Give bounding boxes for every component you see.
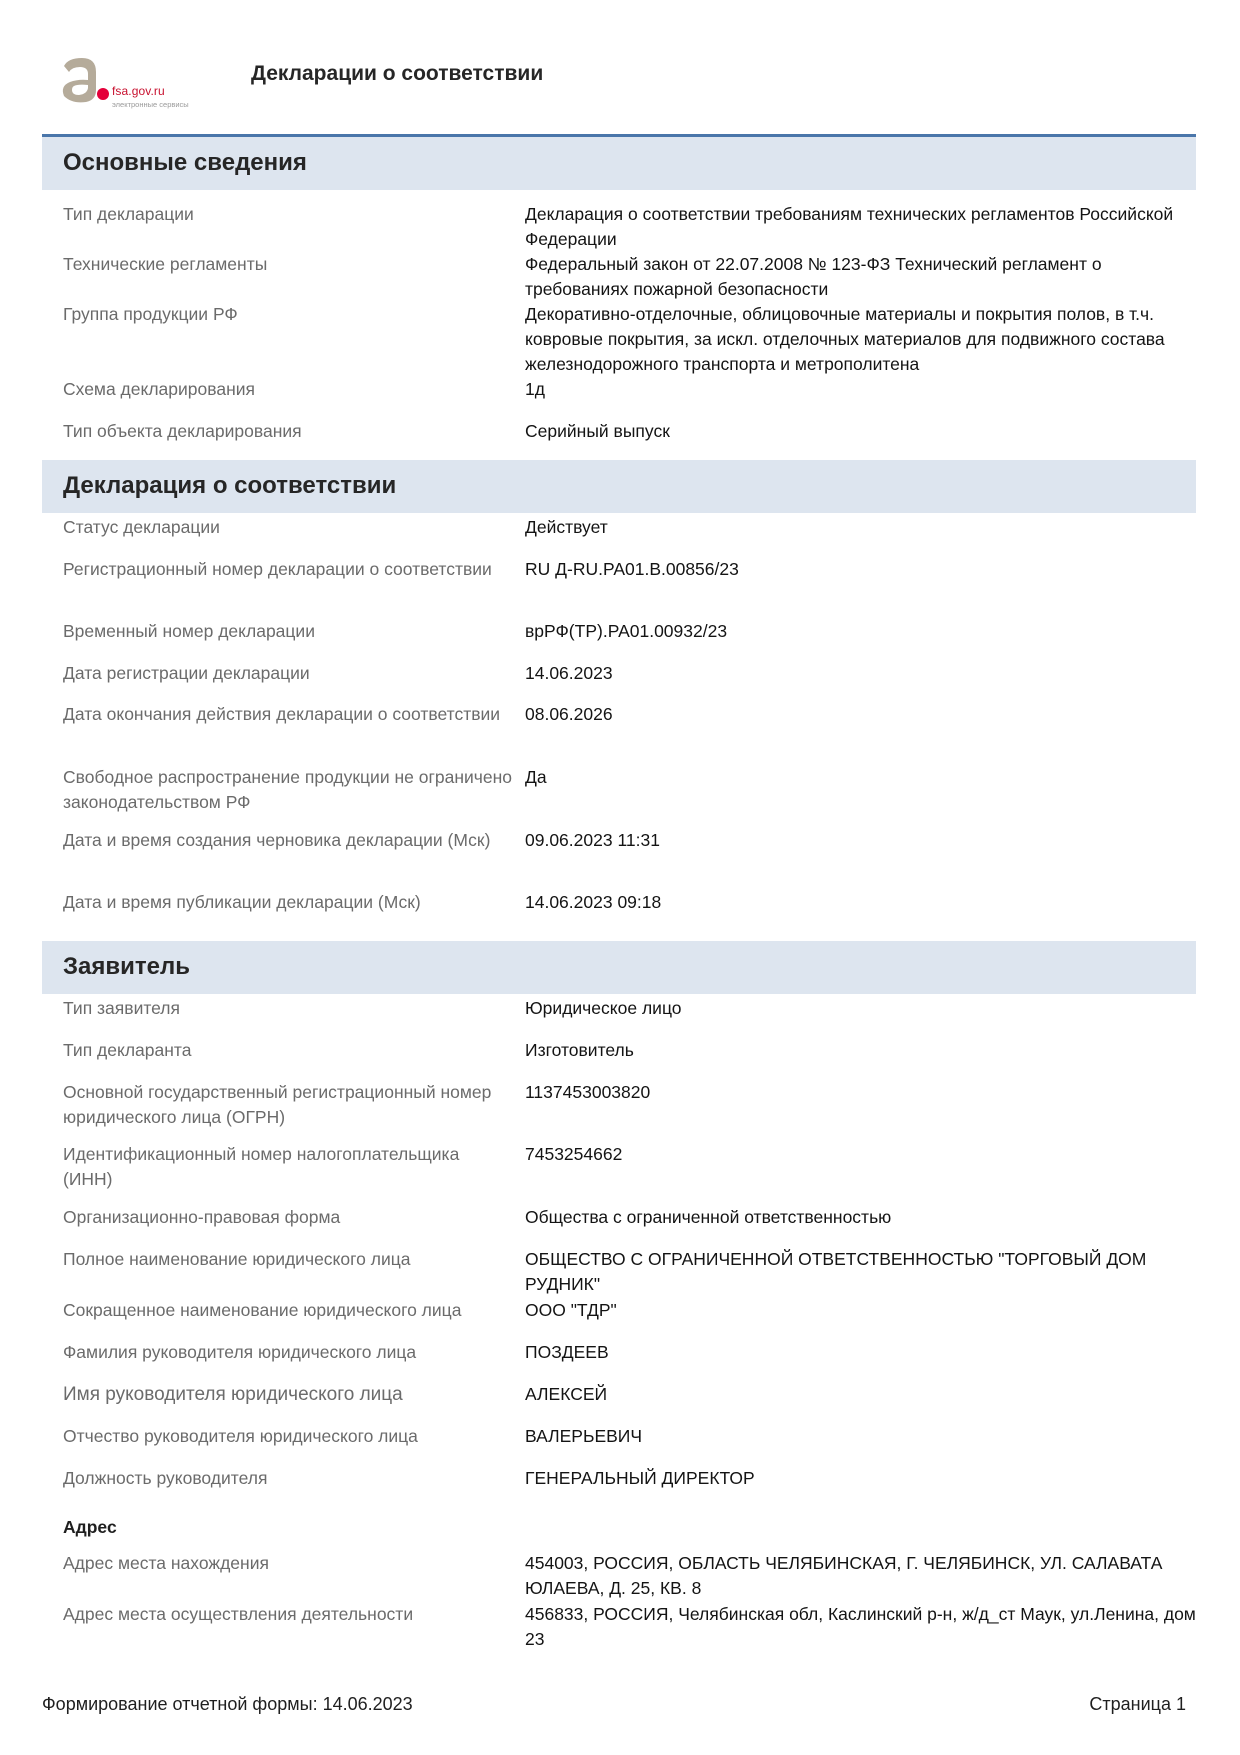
section-title: Заявитель	[63, 953, 190, 980]
short-name-value: ООО "ТДР"	[525, 1300, 617, 1320]
logo-subtitle: электронные сервисы	[112, 100, 189, 109]
status-value: Действует	[525, 517, 608, 537]
field-value: Да	[525, 767, 547, 787]
field-label: Полное наименование юридического лица	[63, 1249, 411, 1269]
field-label: Адрес места осуществления деятельности	[63, 1604, 414, 1624]
field-label: Организационно-правовая форма	[63, 1207, 341, 1227]
section-title: Декларация о соответствии	[63, 472, 397, 499]
field-label: Должность руководителя	[63, 1468, 268, 1488]
page-number: Страница 1	[1089, 1694, 1186, 1714]
inn-value: 7453254662	[525, 1144, 623, 1164]
field-label: Тип декларации	[63, 204, 194, 224]
section-title: Основные сведения	[63, 149, 307, 176]
field-label: Схема декларирования	[63, 379, 256, 399]
registration-date-value: 14.06.2023	[525, 663, 613, 683]
section-header-applicant	[42, 941, 1196, 994]
field-label: Дата и время публикации декларации (Мск)	[63, 892, 421, 912]
field-label: Тип заявителя	[63, 998, 180, 1018]
field-value: 1д	[525, 379, 545, 399]
field-label: Имя руководителя юридического лица	[63, 1384, 403, 1405]
registration-number-value: RU Д-RU.PA01.B.00856/23	[525, 559, 739, 579]
field-value: ПОЗДЕЕВ	[525, 1342, 609, 1362]
draft-datetime-value: 09.06.2023 11:31	[525, 830, 660, 850]
field-label: Фамилия руководителя юридического лица	[63, 1342, 417, 1362]
field-label: Временный номер декларации	[63, 621, 315, 641]
field-value: ВАЛЕРЬЕВИЧ	[525, 1426, 643, 1446]
field-label: Дата окончания действия декларации о соответствии	[63, 704, 501, 724]
expiry-date-value: 08.06.2026	[525, 704, 613, 724]
field-label: Сокращенное наименование юридического лица	[63, 1300, 462, 1320]
field-label: Регистрационный номер декларации о соответствии	[63, 559, 492, 579]
ogrn-value: 1137453003820	[525, 1082, 651, 1102]
field-label: Тип объекта декларирования	[63, 421, 302, 441]
full-name-value: ОБЩЕСТВО С ОГРАНИЧЕННОЙ ОТВЕТСТВЕННОСТЬЮ "ТОРГОВЫЙ ДОМ РУДНИК"	[525, 1249, 1147, 1294]
field-label: Свободное распространение продукции не ограничено законодательством РФ	[63, 767, 513, 812]
field-label: Тип декларанта	[63, 1040, 192, 1060]
field-label: Отчество руководителя юридического лица	[63, 1426, 418, 1446]
field-value: Декларация о соответствии требованиям технических регламентов Российской Федерации	[525, 204, 1174, 249]
address-subheading: Адрес	[63, 1517, 117, 1537]
field-label: Технические регламенты	[63, 254, 268, 274]
temporary-number-value: врРФ(ТР).PA01.00932/23	[525, 621, 728, 641]
activity-address-value: 456833, РОССИЯ, Челябинская обл, Каслинский р-н, ж/д_ст Маук, ул.Ленина, дом 23	[525, 1604, 1196, 1649]
fsa-a-logo-icon	[58, 56, 114, 108]
section-header-declaration	[42, 460, 1196, 513]
legal-address-value: 454003, РОССИЯ, ОБЛАСТЬ ЧЕЛЯБИНСКАЯ, Г. ЧЕЛЯБИНСК, УЛ. САЛАВАТА ЮЛАЕВА, Д. 25, КВ. 8	[525, 1553, 1163, 1598]
field-label: Дата и время создания черновика декларации (Мск)	[63, 830, 491, 850]
fsa-logo	[58, 56, 208, 112]
field-value: Изготовитель	[525, 1040, 634, 1060]
report-generated-date: Формирование отчетной формы: 14.06.2023	[42, 1694, 413, 1714]
page-title: Декларации о соответствии	[251, 62, 544, 85]
section-header-main-info	[42, 137, 1196, 190]
field-value: Декоративно-отделочные, облицовочные материалы и покрытия полов, в т.ч. ковровые покрытия, за искл. отделочных материалов для подвижного состава железнодорожного транспорта и метрополитена	[525, 304, 1165, 374]
field-label: Адрес места нахождения	[63, 1553, 269, 1573]
field-value: Общества с ограниченной ответственностью	[525, 1207, 892, 1227]
field-label: Идентификационный номер налогоплательщика (ИНН)	[63, 1144, 460, 1189]
field-label: Статус декларации	[63, 517, 220, 537]
field-value: Юридическое лицо	[525, 998, 682, 1018]
field-label: Основной государственный регистрационный номер юридического лица (ОГРН)	[63, 1082, 492, 1127]
field-value: Серийный выпуск	[525, 421, 670, 441]
field-value: АЛЕКСЕЙ	[525, 1384, 608, 1404]
publication-datetime-value: 14.06.2023 09:18	[525, 892, 662, 912]
logo-domain-text: fsa.gov.ru	[112, 84, 165, 98]
field-label: Группа продукции РФ	[63, 304, 238, 324]
field-value: Федеральный закон от 22.07.2008 № 123-ФЗ Технический регламент о требованиях пожарной безопасности	[525, 254, 1102, 299]
field-value: ГЕНЕРАЛЬНЫЙ ДИРЕКТОР	[525, 1468, 755, 1488]
field-label: Дата регистрации декларации	[63, 663, 310, 683]
